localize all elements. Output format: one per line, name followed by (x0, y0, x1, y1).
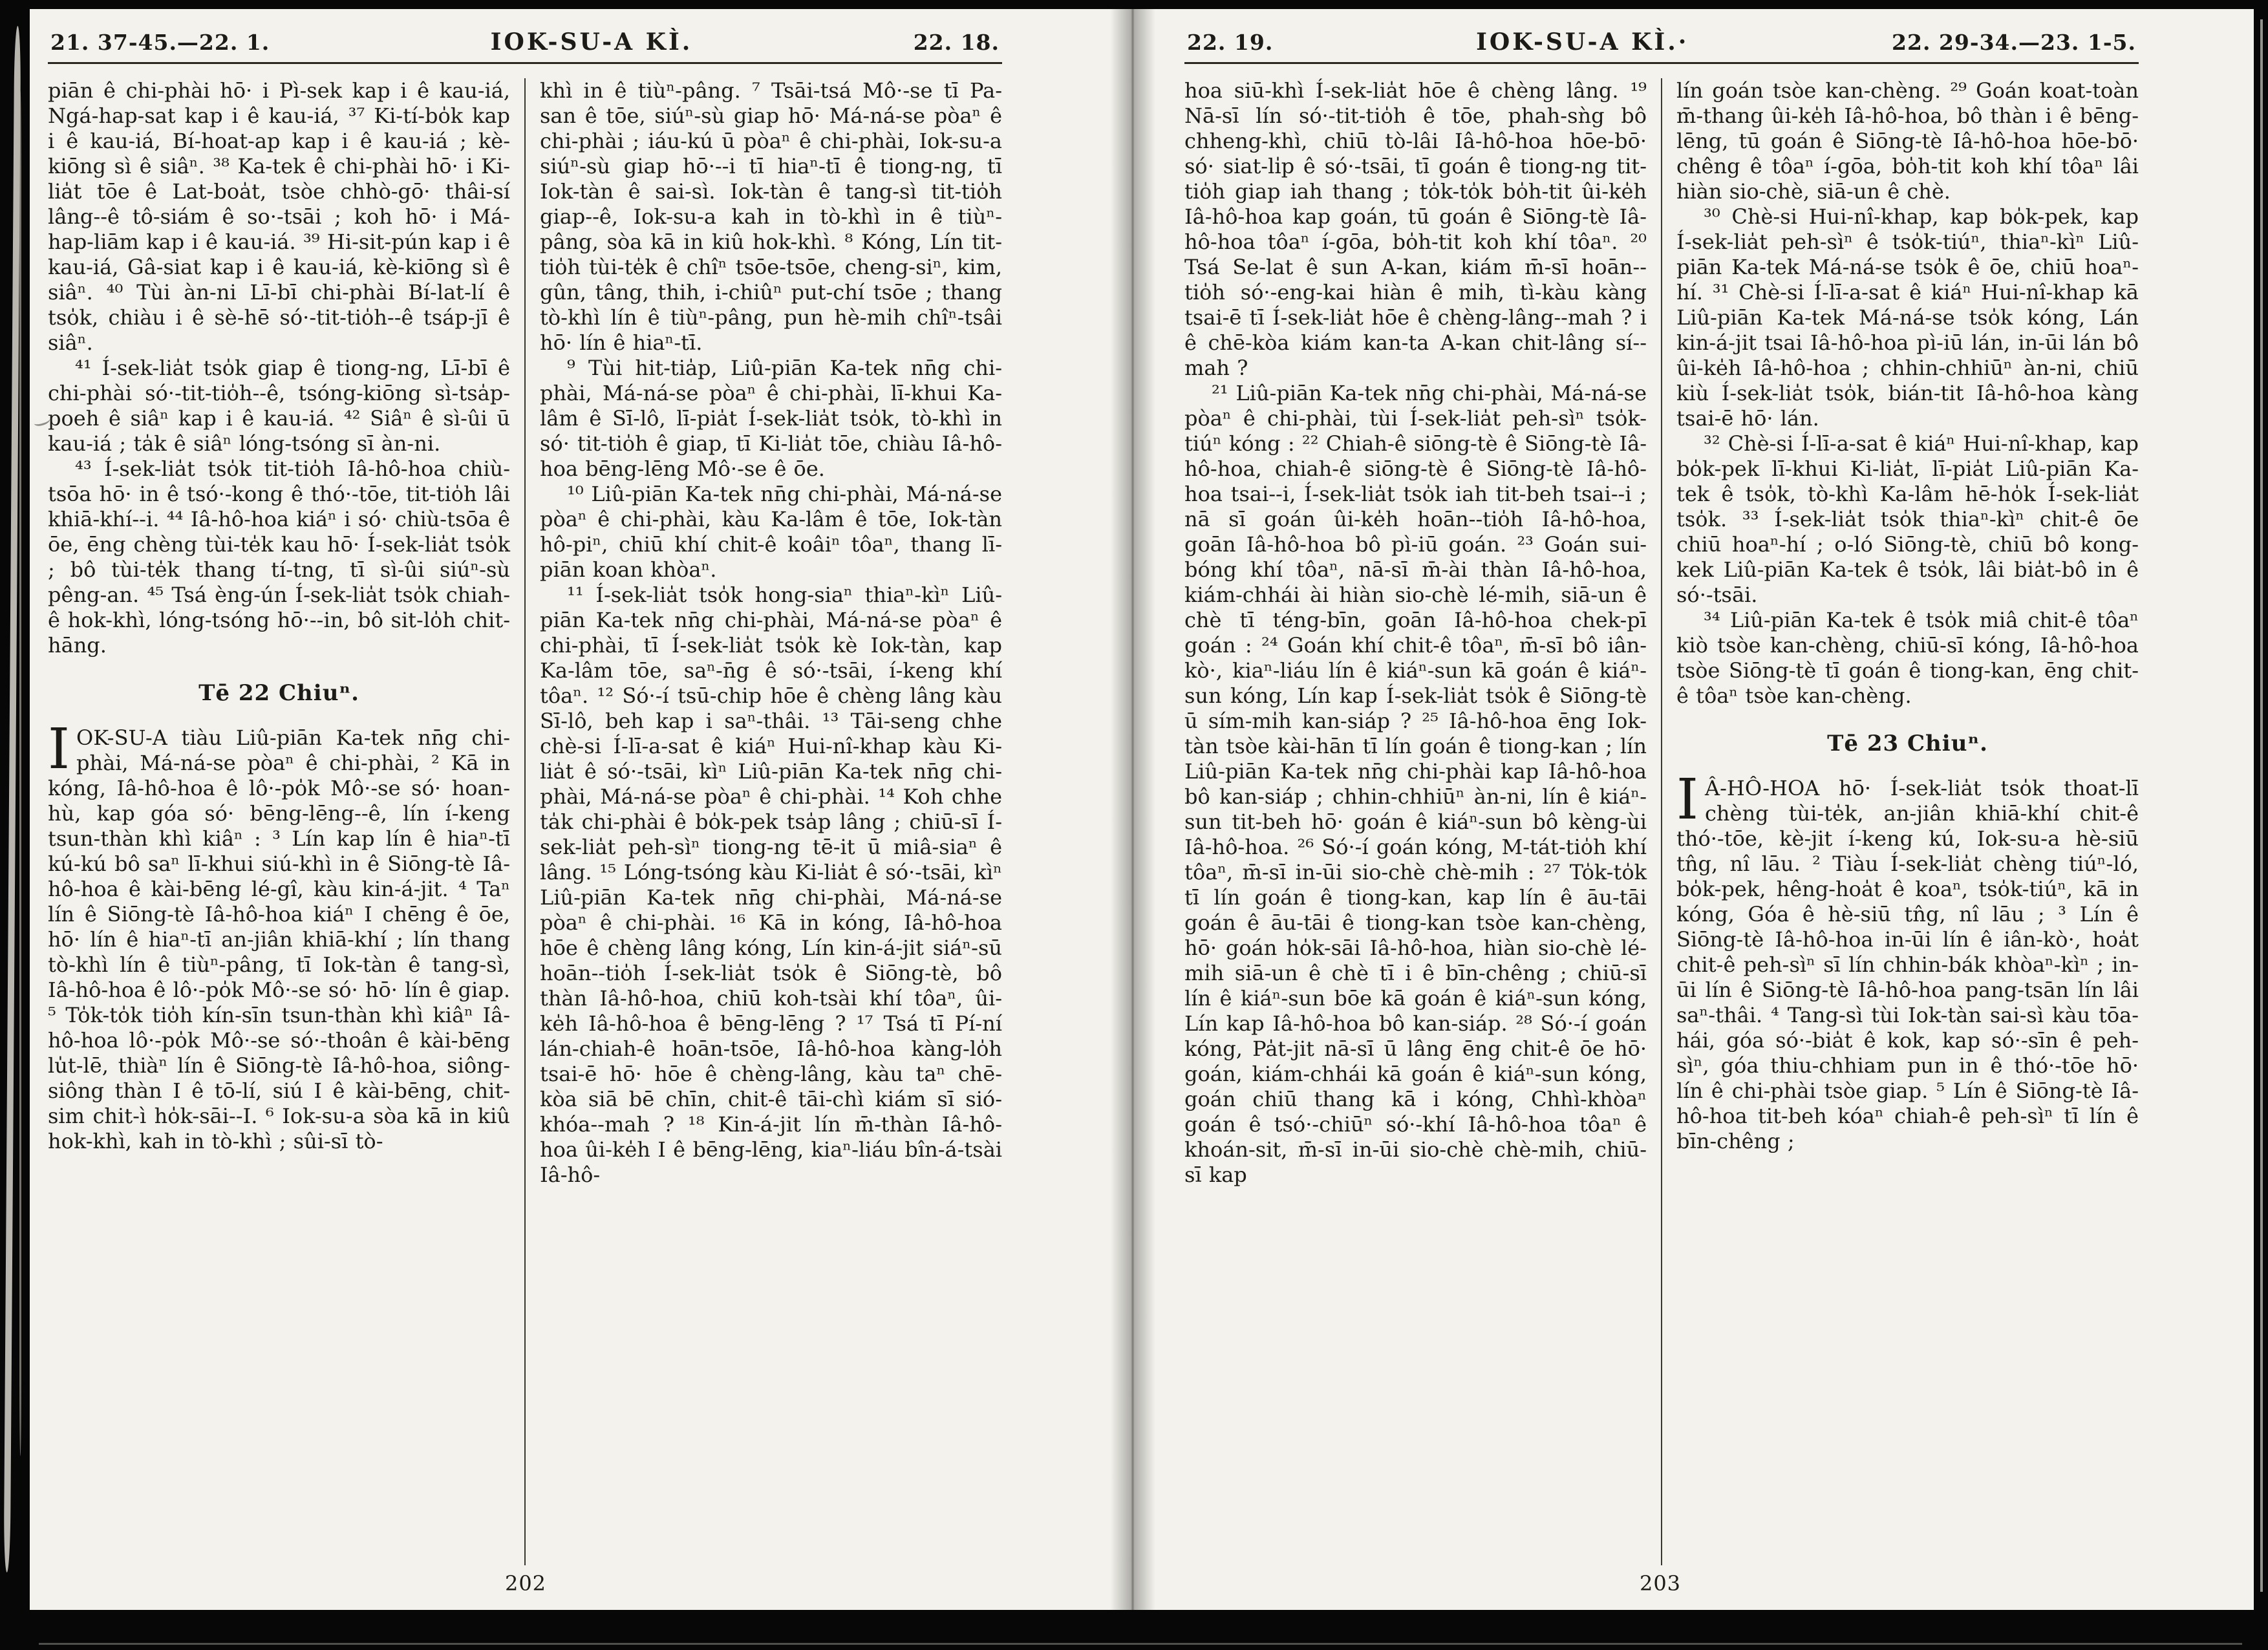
page-number: 202 (504, 1571, 547, 1596)
scan-right-edge-artifact (2260, 19, 2263, 1592)
body-paragraph: khì in ê tiùⁿ-pâng. ⁷ Tsāi-tsá Mô·-se tī Pa-san ê tōe, siúⁿ-sù giap hō· Má-ná-se pòaⁿ ê chi-phài ; iáu-kú ū pòaⁿ ê chi-phài, Iok-su-a siúⁿ-sù giap hō·--i tī hiaⁿ-tī ê tiong-ng, tī Iok-tàn ê sai-sì. Iok-tàn ê tang-sì tit-tio̍h giap--ê, Iok-su-a kah in tò-khì in ê tiùⁿ-pâng, sòa kā in kiû hok-khì. ⁸ Kóng, Lín tit-tio̍h tùi-te̍k ê chîⁿ tsōe-tsōe, cheng-siⁿ, kim, gûn, tâng, thih, i-chiûⁿ put-chí tsōe ; thang tò-khì lín ê tiùⁿ-pâng, pun hè-mi̍h chîⁿ-tsâi hō· lín ê hiaⁿ-tī. (540, 78, 1002, 355)
body-paragraph: ³⁴ Liû-piān Ka-tek ê tso̍k miâ chit-ê tôaⁿ kiò tsòe kan-chèng, chiū-sī kóng, Iâ-hô-hoa tsòe Siōng-tè tī goán ê tiong-kan, ēng chit-ê tôaⁿ tsòe kan-chèng. (1676, 608, 2139, 708)
page-right (1131, 9, 2254, 1610)
drop-cap-initial: I (48, 717, 70, 782)
chapter-heading: Tē 23 Chiuⁿ. (1827, 731, 1988, 756)
body-paragraph: piān ê chi-phài hō· i Pì-sek kap i ê kau-iá, Ngá-hap-sat kap i ê kau-iá, ³⁷ Ki-tí-bo̍k kap i ê kau-iá, Bí-hoat-ap kap i ê kau-iá ; kè-kiōng sì ê siâⁿ. ³⁸ Ka-tek ê chi-phài hō· i Ki-lia̍t tōe ê Lat-boa̍t, tsòe chhò-gō· thâi-sí lâng--ê tô-siám ê so·-tsāi ; koh hō· i Má-hap-liām kap i ê kau-iá. ³⁹ Hi-sit-pún kap i ê kau-iá, Gâ-siat kap i ê kau-iá, kè-kiōng sì ê siâⁿ. ⁴⁰ Tùi àn-ni Lī-bī chi-phài Bí-lat-lí ê tso̍k, chiàu i ê sè-hē só·-tit-tio̍h--ê tsáp-jī ê siâⁿ. (48, 78, 510, 355)
running-head-verse-ref-left: 22. 19. (1187, 30, 1274, 55)
body-paragraph: ⁹ Tùi hit-tia̍p, Liû-piān Ka-tek nn̄g chi-phài, Má-ná-se pòaⁿ ê chi-phài, lī-khui Ka-lâm ê Sī-lô, lī-pia̍t Í-sek-lia̍t tso̍k, tò-khì in só· tit-tio̍h ê giap, tī Ki-lia̍t tōe, chiàu Iâ-hô-hoa bēng-lēng Mô·-se ê ōe. (540, 356, 1002, 481)
running-head-book-title: IOK-SU-A KÌ. (490, 28, 693, 56)
body-paragraph: ³² Chè-si Í-lī-a-sat ê kiáⁿ Hui-nî-khap, kap bo̍k-pek lī-khui Ki-lia̍t, lī-pia̍t Liû-piān Ka-tek ê tso̍k, tò-khì Ka-lâm hē-ho̍k Í-sek-lia̍t tso̍k. ³³ Í-sek-lia̍t tso̍k thiaⁿ-kìⁿ chit-ê ōe chiū hoaⁿ-hí ; o-ló Siōng-tè, chiū bô kong-kek Liû-piān Ka-tek ê tso̍k, lâi bia̍t-bô in ê só·-tsāi. (1676, 431, 2139, 607)
running-head-verse-ref-right: 22. 18. (913, 30, 1000, 55)
scan-left-edge-artifact (4, 26, 21, 1572)
scan-left-edge-artifact-2 (19, 91, 21, 1456)
header-rule (1184, 62, 2139, 64)
body-paragraph: ¹¹ Í-sek-lia̍t tso̍k hong-siaⁿ thiaⁿ-kìⁿ Liû-piān Ka-tek nn̄g chi-phài, Má-ná-se pòaⁿ ê chi-phài, tī Í-sek-lia̍t tso̍k kè Iok-tàn, kap Ka-lâm tōe, saⁿ-n̄g ê só·-tsāi, í-keng khí tôaⁿ. ¹² Só·-í tsū-chip hōe ê chèng lâng kàu Sī-lô, beh kap i saⁿ-thâi. ¹³ Tāi-seng chhe chè-si Í-lī-a-sat ê kiáⁿ Hui-nî-khap kàu Ki-lia̍t ê só·-tsāi, kìⁿ Liû-piān Ka-tek nn̄g chi-phài, Má-ná-se pòaⁿ ê chi-phài. ¹⁴ Koh chhe ta̍k chi-phài ê bo̍k-pek tsa̍p lâng ; chiū-sī Í-sek-lia̍t peh-sìⁿ tiong-ng tē-it ū miâ-siaⁿ ê lâng. ¹⁵ Lóng-tsóng kàu Ki-lia̍t ê só·-tsāi, kìⁿ Liû-piān Ka-tek nn̄g chi-phài, Má-ná-se pòaⁿ ê chi-phài. ¹⁶ Kā in kóng, Iâ-hô-hoa hōe ê chèng lâng kóng, Lín kin-á-jit siáⁿ-sū hoān--tio̍h Í-sek-lia̍t tso̍k ê Siōng-tè, bô thàn Iâ-hô-hoa, chiū koh-tsài khí tôaⁿ, ûi-ke̍h Iâ-hô-hoa ê bēng-lēng ? ¹⁷ Tsá tī Pí-ní lán-chiah-ê hoān-tsōe, Iâ-hô-hoa kàng-lo̍h tsai-ē hō· hōe ê chèng-lâng, kàu taⁿ chē-kòa siā bē chīn, chit-ê tāi-chì kiám sī sió-khóa--mah ? ¹⁸ Kin-á-jit lín m̄-thàn Iâ-hô-hoa ûi-ke̍h I ê bēng-lēng, kiaⁿ-liáu bîn-á-tsài Iâ-hô- (540, 583, 1002, 1187)
body-paragraph: ⁴³ Í-sek-lia̍t tso̍k tit-tio̍h Iâ-hô-hoa chiù-tsōa hō· in ê tsó·-kong ê thó·-tōe, tit-tio̍h lâi khiā-khí--i. ⁴⁴ Iâ-hô-hoa kiáⁿ i só· chiù-tsōa ê ōe, ēng chèng tùi-te̍k kau hō· Í-sek-lia̍t tso̍k ; bô tùi-te̍k thang tí-tng, tī sì-ûi siúⁿ-sù pêng-an. ⁴⁵ Tsá èng-ún Í-sek-lia̍t tso̍k chiah-ê hok-khì, lóng-tsóng hō·--in, bô sit-lo̍h chit-hāng. (48, 456, 510, 658)
body-paragraph: ²¹ Liû-piān Ka-tek nn̄g chi-phài, Má-ná-se pòaⁿ ê chi-phài, tùi Í-sek-lia̍t peh-sìⁿ tso̍k-tiúⁿ kóng : ²² Chiah-ê siōng-tè ê Siōng-tè Iâ-hô-hoa, chiah-ê siōng-tè ê Siōng-tè Iâ-hô-hoa tsai--i, Í-sek-lia̍t tso̍k iah tit-beh tsai--i ; nā sī goán ûi-ke̍h hoān--tio̍h Iâ-hô-hoa, goān Iâ-hô-hoa bô pì-iū goán. ²³ Goán sui-bóng khí tôaⁿ, nā-sī m̄-ài thàn Iâ-hô-hoa, kiám-chhái ài hiàn sio-chè lé-mi̍h, siā-un ê chè tī téng-bīn, goān Iâ-hô-hoa chek-pī goán : ²⁴ Goán khí chit-ê tôaⁿ, m̄-sī bô iân-kò·, kiaⁿ-liáu lín ê kiáⁿ-sun kā goán ê kiáⁿ-sun kóng, Lín kap Í-sek-lia̍t tso̍k ê Siōng-tè ū sím-mi̍h kan-siáp ? ²⁵ Iâ-hô-hoa ēng Iok-tàn tsòe kài-hān tī lín goán ê tiong-kan ; lín Liû-piān Ka-tek nn̄g chi-phài kap Iâ-hô-hoa bô kan-siáp ; chhin-chhiūⁿ àn-ni, lín ê kiáⁿ-sun tit-beh hō· goán ê kiáⁿ-sun bô kèng-ùi Iâ-hô-hoa. ²⁶ Só·-í goán kóng, M-tát-tio̍h khí tôaⁿ, m̄-sī in-ūi sio-chè chè-mi̍h : ²⁷ To̍k-to̍k tī lín goán ê tiong-kan, kap lín ê āu-tāi goán ê āu-tāi ê tiong-kan tsòe kan-chèng, hō· goán ho̍k-sāi Iâ-hô-hoa, hiàn sio-chè lé-mi̍h siā-un ê chè tī i ê bīn-chêng ; chiū-sī lín ê kiáⁿ-sun bōe kā goán ê kiáⁿ-sun kóng, Lín kap Iâ-hô-hoa bô kan-siáp. ²⁸ Só·-í goán kóng, Pa̍t-jit nā-sī ū lâng ēng chit-ê ōe hō· goán, kiám-chhái kā goán ê kiáⁿ-sun kóng, goán chiū thang kā i kóng, Chhì-khòaⁿ goán ê tsó·-chiūⁿ só·-khí Iâ-hô-hoa tôaⁿ ê khoán-sit, m̄-sī in-ūi sio-chè chè-mi̍h, chiū-sī kap (1184, 381, 1647, 1187)
text-column-2 (1676, 78, 2139, 1565)
scan-bottom-edge-artifact (39, 1643, 2242, 1645)
running-head-book-title: IOK-SU-A KÌ.· (1476, 28, 1689, 56)
body-paragraph: ¹⁰ Liû-piān Ka-tek nn̄g chi-phài, Má-ná-se pòaⁿ ê chi-phài, kàu Ka-lâm ê tōe, Iok-tàn hô-piⁿ, chiū khí chit-ê koâiⁿ tôaⁿ, thang lī-piān koan khòaⁿ. (540, 482, 1002, 582)
chapter-heading: Tē 22 Chiuⁿ. (198, 680, 359, 706)
running-head-verse-ref-right: 22. 29-34.—23. 1-5. (1892, 30, 2136, 55)
body-paragraph-with-dropcap (1676, 767, 2139, 1154)
body-paragraph: ³⁰ Chè-si Hui-nî-khap, kap bo̍k-pek, kap Í-sek-lia̍t peh-sìⁿ ê tso̍k-tiúⁿ, thiaⁿ-kìⁿ Liû-piān Ka-tek Má-ná-se tso̍k ê ōe, chiū hoaⁿ-hí. ³¹ Chè-si Í-lī-a-sat ê kiáⁿ Hui-nî-khap kā Liû-piān Ka-tek Má-ná-se tso̍k kóng, Lán kin-á-jit tsai Iâ-hô-hoa pì-iū lán, in-ūi lán bô ûi-ke̍h Iâ-hô-hoa ; chhin-chhiūⁿ àn-ni, chiū kiù Í-sek-lia̍t tso̍k, bián-tit Iâ-hô-hoa kàng tsai-ē hō· lán. (1676, 204, 2139, 431)
text-column-2 (540, 78, 1002, 1565)
header-rule (48, 62, 1002, 64)
text-column-1 (48, 78, 510, 1565)
page-left (30, 9, 1131, 1610)
page-header-right (1184, 28, 2139, 56)
page-header-left (48, 28, 1002, 56)
body-paragraph: lín goán tsòe kan-chèng. ²⁹ Goán koat-toàn m̄-thang ûi-ke̍h Iâ-hô-hoa, bô thàn i ê bēng-lēng, tū goán ê Siōng-tè Iâ-hô-hoa hōe-bō· chêng ê tôaⁿ í-gōa, bo̍h-tit koh khí tôaⁿ lâi hiàn sio-chè, siā-un ê chè. (1676, 78, 2139, 204)
page-number: 203 (1639, 1571, 1682, 1596)
text-column-1 (1184, 78, 1647, 1565)
book-spread (30, 9, 2254, 1610)
paragraph-text: OK-SU-A tiàu Liû-piān Ka-tek nn̄g chi-phài, Má-ná-se pòaⁿ ê chi-phài, ² Kā in kóng, Iâ-hô-hoa ê lô·-po̍k Mô·-se só· hoan-hù, kap góa só· bēng-lēng--ê, lín í-keng tsun-thàn khì kiâⁿ : ³ Lín kap lín ê hiaⁿ-tī kú-kú bô saⁿ lī-khui siú-khì in ê Siōng-tè Iâ-hô-hoa ê kài-bēng lé-gî, kàu kin-á-jit. ⁴ Taⁿ lín ê Siōng-tè Iâ-hô-hoa kiáⁿ I chēng ê ōe, hō· lín ê hiaⁿ-tī an-jiân khiā-khí ; lín thang tò-khì lín ê tiùⁿ-pâng, tī Iok-tàn ê tang-sì, Iâ-hô-hoa ê lô·-po̍k Mô·-se só· hō· lín ê giap. ⁵ To̍k-to̍k tio̍h kín-sīn tsun-thàn khì kiâⁿ Iâ-hô-hoa lô·-po̍k Mô·-se só·-thoân ê kài-bēng lu̍t-lē, thiàⁿ lín ê Siōng-tè Iâ-hô-hoa, siông-siông thàn I ê tō-lí, siú I ê kài-bēng, chit-sim chit-ì ho̍k-sāi--I. ⁶ Iok-su-a sòa kā in kiû hok-khì, kah in tò-khì ; sûi-sī tò- (48, 725, 510, 1153)
running-head-verse-ref-left: 21. 37-45.—22. 1. (50, 30, 270, 55)
text-columns-left-page (48, 78, 1002, 1565)
text-columns-right-page (1184, 78, 2139, 1565)
body-paragraph-with-dropcap (48, 717, 510, 1154)
body-paragraph: hoa siū-khì Í-sek-lia̍t hōe ê chèng lâng. ¹⁹ Nā-sī lín só·-tit-tio̍h ê tōe, phah-sǹg bô chheng-khì, chiū tò-lâi Iâ-hô-hoa hōe-bō· só· siat-li̍p ê só·-tsāi, tī goán ê tiong-ng tit-tio̍h giap iah thang ; to̍k-to̍k bo̍h-tit ûi-ke̍h Iâ-hô-hoa kap goán, tū goán ê Siōng-tè Iâ-hô-hoa tôaⁿ í-gōa, bo̍h-tit koh khí tôaⁿ. ²⁰ Tsá Se-lat ê sun A-kan, kiám m̄-sī hoān--tio̍h só·-eng-kai hiàn ê mi̍h, tì-kàu kàng tsai-ē tī Í-sek-lia̍t hōe ê chèng-lâng--mah ? i ê chē-kòa kiám kan-ta A-kan chit-lâng sí--mah ? (1184, 78, 1647, 380)
drop-cap-initial: I (1676, 767, 1698, 832)
paragraph-text: Â-HÔ-HOA hō· Í-sek-lia̍t tso̍k thoat-lī chèng tùi-te̍k, an-jiân khiā-khí chit-ê thó·-tōe, kè-jit í-keng kú, Iok-su-a hè-siū tn̂g, nî lāu. ² Tiàu Í-sek-lia̍t chèng tiúⁿ-ló, bo̍k-pek, hêng-hoa̍t ê koaⁿ, tso̍k-tiúⁿ, kā in kóng, Góa ê hè-siū tn̂g, nî lāu ; ³ Lín ê Siōng-tè Iâ-hô-hoa in-ūi lín ê iân-kò·, hoa̍t chit-ê peh-sìⁿ sī lín chhin-bák khòaⁿ-kìⁿ ; in-ūi lín ê Siōng-tè Iâ-hô-hoa pang-tsān lín lâi saⁿ-thâi. ⁴ Tang-sì tùi Iok-tàn sai-sì kàu tōa-hái, góa só·-bia̍t ê kok, kap só·-sīn ê peh-sìⁿ, góa thiu-chhiam pun in ê thó·-tōe hō· lín ê chi-phài tsòe giap. ⁵ Lín ê Siōng-tè Iâ-hô-hoa tit-beh kóaⁿ chiah-ê peh-sìⁿ tī lín ê bīn-chêng ; (1676, 776, 2139, 1153)
column-divider (524, 78, 526, 1565)
column-divider (1661, 78, 1662, 1565)
body-paragraph: ⁴¹ Í-sek-lia̍t tso̍k giap ê tiong-ng, Lī-bī ê chi-phài só·-tit-tio̍h--ê, tsóng-kiōng sì-tsa̍p-poeh ê siâⁿ kap i ê kau-iá. ⁴² Siâⁿ ê sì-ûi ū kau-iá ; ta̍k ê siâⁿ lóng-tsóng sī àn-ni. (48, 356, 510, 456)
